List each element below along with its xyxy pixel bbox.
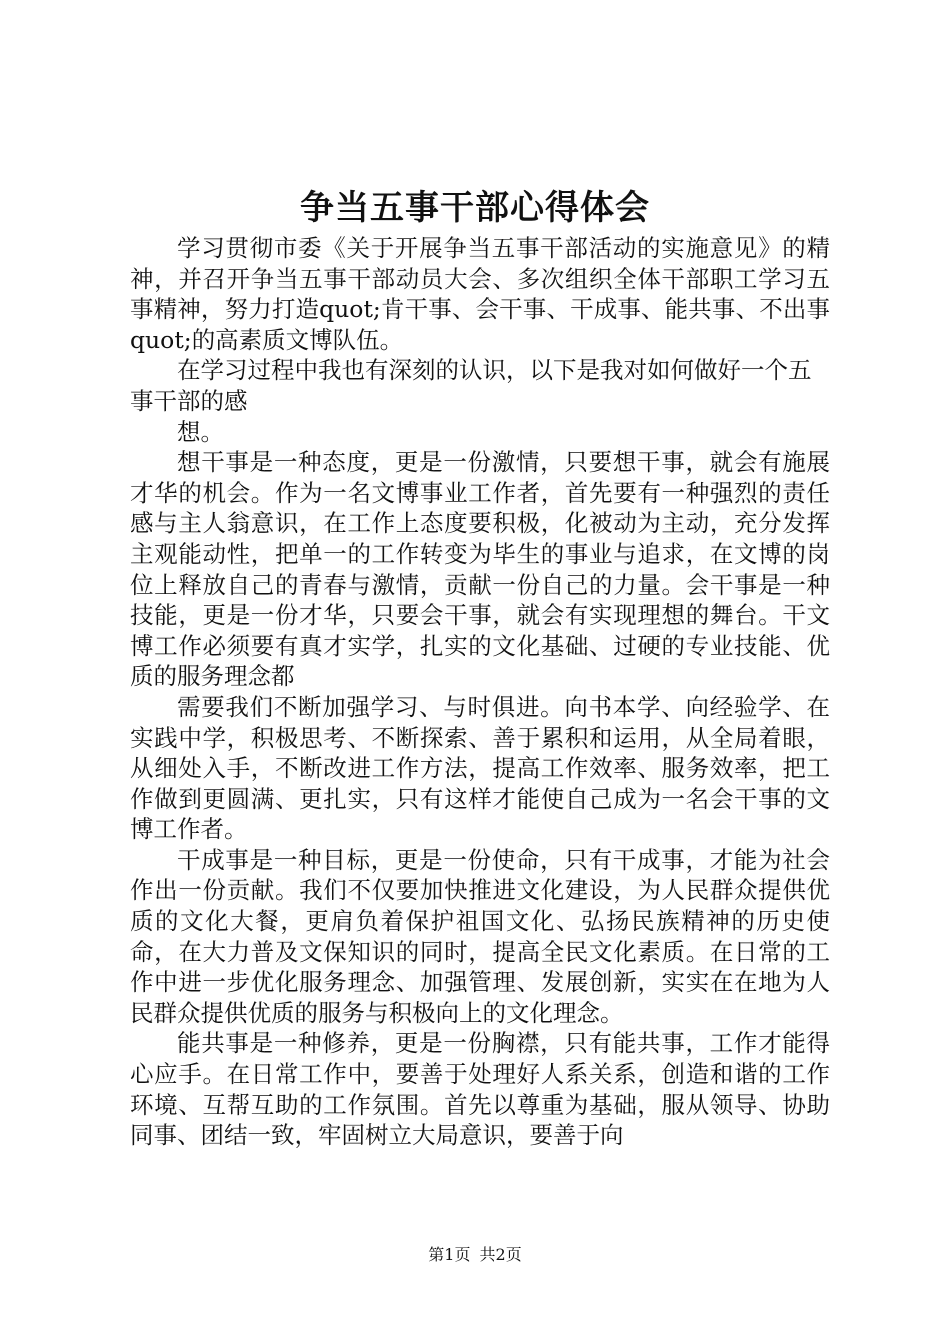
paragraph-cooperate: 能共事是一种修养，更是一份胸襟，只有能共事，工作才能得心应手。在日常工作中，要善于处理好人系关系，创造和谐的工作环境、互帮互助的工作氛围。首先以尊重为基础，服从领导、协助同事、团结一致，牢固树立大局意识，要善于向 — [130, 1029, 830, 1150]
document-body — [130, 233, 830, 1151]
paragraph-want-to-work: 想干事是一种态度，更是一份激情，只要想干事，就会有施展才华的机会。作为一名文博事业工作者，首先要有一种强烈的责任感与主人翁意识，在工作上态度要积极，化被动为主动，充分发挥主观能动性，把单一的工作转变为毕生的事业与追求，在文博的岗位上释放自己的青春与激情，贡献一份自己的力量。会干事是一种技能，更是一份才华，只要会干事，就会有实现理想的舞台。干文博工作必须要有真才实学，扎实的文化基础、过硬的专业技能、优质的服务理念都 — [130, 448, 830, 691]
page-total: 共2页 — [479, 1245, 522, 1264]
page-number: 第1页 — [428, 1245, 471, 1264]
paragraph-learning: 需要我们不断加强学习、与时俱进。向书本学、向经验学、在实践中学，积极思考、不断探索、善于累积和运用，从全局着眼，从细处入手，不断改进工作方法，提高工作效率、服务效率，把工作做到更圆满、更扎实，只有这样才能使自己成为一名会干事的文博工作者。 — [130, 692, 830, 844]
page-footer — [0, 1244, 950, 1266]
paragraph-reflection-lead: 在学习过程中我也有深刻的认识，以下是我对如何做好一个五事干部的感 — [130, 356, 812, 415]
paragraph-intro: 学习贯彻市委《关于开展争当五事干部活动的实施意见》的精神，并召开争当五事干部动员大会、多次组织全体干部职工学习五事精神，努力打造quot;肯干事、会干事、干成事、能共事、不出事quot;的高素质文博队伍。 — [130, 234, 830, 354]
paragraph-reflection-cont: 想。 — [177, 417, 224, 446]
document-title: 争当五事干部心得体会 — [300, 188, 650, 228]
paragraph-accomplish: 干成事是一种目标，更是一份使命，只有干成事，才能为社会作出一份贡献。我们不仅要加快推进文化建设，为人民群众提供优质的文化大餐，更肩负着保护祖国文化、弘扬民族精神的历史使命，在大力普及文保知识的同时，提高全民文化素质。在日常的工作中进一步优化服务理念、加强管理、发展创新，实实在在地为人民群众提供优质的服务与积极向上的文化理念。 — [130, 845, 830, 1027]
